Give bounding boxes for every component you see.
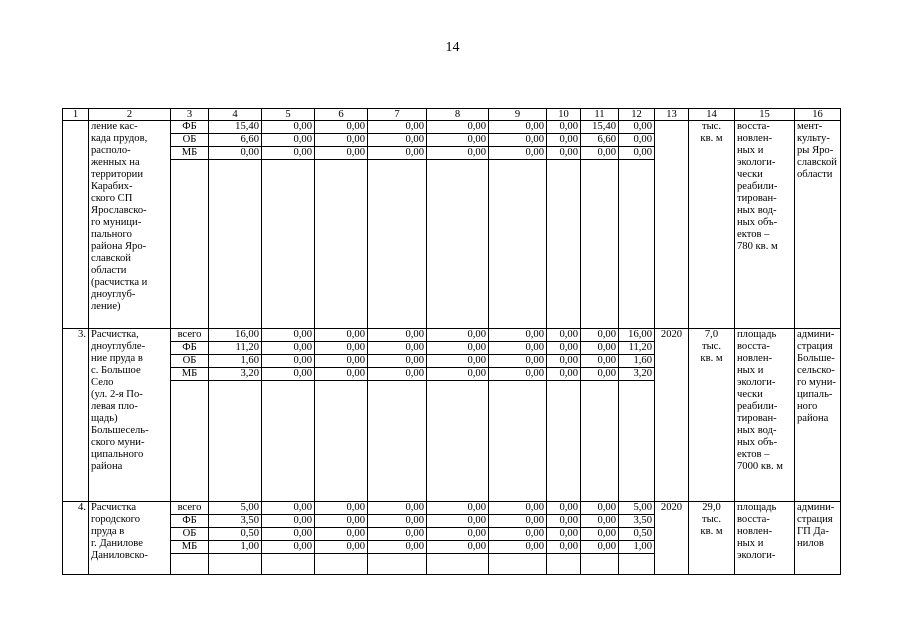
header-cell: 8 <box>427 109 489 121</box>
amount-cell: 0,00 <box>489 528 547 541</box>
amount-cell: 0,00 <box>619 134 655 147</box>
amount-cell: 0,00 <box>262 147 315 160</box>
amount-cell: 3,20 <box>619 368 655 381</box>
empty-cell <box>581 160 619 329</box>
amount-cell: 0,00 <box>427 329 489 342</box>
empty-cell <box>619 554 655 575</box>
amount-cell: 0,00 <box>547 147 581 160</box>
amount-cell: 15,40 <box>581 121 619 134</box>
amount-cell: 0,00 <box>427 342 489 355</box>
amount-cell: 0,00 <box>427 502 489 515</box>
amount-cell: 0,00 <box>315 368 368 381</box>
empty-cell <box>489 381 547 502</box>
header-cell: 10 <box>547 109 581 121</box>
amount-cell: 0,00 <box>368 541 427 554</box>
empty-cell <box>427 160 489 329</box>
amount-cell: 0,00 <box>489 515 547 528</box>
amount-cell: 0,00 <box>315 342 368 355</box>
amount-cell: 0,00 <box>262 502 315 515</box>
empty-cell <box>619 381 655 502</box>
amount-cell: 0,00 <box>489 121 547 134</box>
funding-source: всего <box>171 502 209 515</box>
amount-cell: 0,00 <box>581 355 619 368</box>
header-cell: 15 <box>735 109 795 121</box>
amount-cell: 5,00 <box>619 502 655 515</box>
indicator-cell <box>689 121 735 329</box>
amount-cell: 0,50 <box>619 528 655 541</box>
amount-cell: 0,00 <box>315 355 368 368</box>
header-cell: 2 <box>89 109 171 121</box>
amount-cell: 0,00 <box>427 528 489 541</box>
amount-cell: 3,50 <box>619 515 655 528</box>
amount-cell: 0,00 <box>619 121 655 134</box>
amount-cell: 0,00 <box>489 368 547 381</box>
amount-cell: 0,00 <box>489 342 547 355</box>
empty-cell <box>489 554 547 575</box>
amount-cell: 0,50 <box>209 528 262 541</box>
funding-source: МБ <box>171 368 209 381</box>
amount-cell: 3,50 <box>209 515 262 528</box>
amount-cell: 0,00 <box>262 368 315 381</box>
empty-cell <box>262 381 315 502</box>
amount-cell: 0,00 <box>489 541 547 554</box>
amount-cell: 0,00 <box>547 329 581 342</box>
amount-cell: 0,00 <box>489 134 547 147</box>
amount-cell: 0,00 <box>547 515 581 528</box>
funding-source: МБ <box>171 541 209 554</box>
amount-cell: 0,00 <box>368 355 427 368</box>
amount-cell: 3,20 <box>209 368 262 381</box>
amount-cell: 0,00 <box>581 342 619 355</box>
table-row <box>63 329 841 342</box>
amount-cell: 0,00 <box>489 329 547 342</box>
empty-cell <box>368 554 427 575</box>
amount-cell: 0,00 <box>315 147 368 160</box>
amount-cell: 0,00 <box>315 528 368 541</box>
amount-cell: 0,00 <box>315 329 368 342</box>
header-cell: 14 <box>689 109 735 121</box>
amount-cell: 0,00 <box>581 368 619 381</box>
funding-source: ФБ <box>171 342 209 355</box>
indicator-unit: тыс. кв. м <box>700 121 723 144</box>
target-result: восста- новлен- ных и экологи- чески реабили- тирован- ных вод- ных объ- ектов – 780 кв. м <box>735 121 795 329</box>
amount-cell: 0,00 <box>262 134 315 147</box>
funding-source: ОБ <box>171 134 209 147</box>
indicator-cell <box>689 502 735 575</box>
amount-cell: 0,00 <box>262 541 315 554</box>
empty-cell <box>547 160 581 329</box>
amount-cell: 0,00 <box>547 541 581 554</box>
empty-cell <box>368 160 427 329</box>
amount-cell: 11,20 <box>619 342 655 355</box>
amount-cell: 1,60 <box>209 355 262 368</box>
item-number <box>63 121 89 329</box>
header-cell: 6 <box>315 109 368 121</box>
amount-cell: 0,00 <box>581 329 619 342</box>
amount-cell: 0,00 <box>315 134 368 147</box>
header-cell: 4 <box>209 109 262 121</box>
empty-cell <box>262 160 315 329</box>
amount-cell: 0,00 <box>489 502 547 515</box>
amount-cell: 0,00 <box>368 147 427 160</box>
empty-cell <box>171 160 209 329</box>
funding-source: ОБ <box>171 528 209 541</box>
amount-cell: 0,00 <box>368 134 427 147</box>
amount-cell: 0,00 <box>547 528 581 541</box>
amount-cell: 0,00 <box>368 121 427 134</box>
empty-cell <box>427 554 489 575</box>
empty-cell <box>315 381 368 502</box>
amount-cell: 1,00 <box>619 541 655 554</box>
amount-cell: 0,00 <box>581 147 619 160</box>
amount-cell: 0,00 <box>262 515 315 528</box>
header-cell: 3 <box>171 109 209 121</box>
amount-cell: 0,00 <box>368 515 427 528</box>
amount-cell: 1,00 <box>209 541 262 554</box>
year-cell <box>655 121 689 329</box>
responsible-executor: админи- страция Больше- сельско- го муни- ципаль- ного района <box>795 329 841 502</box>
amount-cell: 0,00 <box>368 342 427 355</box>
amount-cell: 16,00 <box>209 329 262 342</box>
empty-cell <box>171 381 209 502</box>
amount-cell: 0,00 <box>262 342 315 355</box>
page-number: 14 <box>445 40 460 55</box>
amount-cell: 0,00 <box>368 329 427 342</box>
amount-cell: 0,00 <box>427 147 489 160</box>
amount-cell: 0,00 <box>427 541 489 554</box>
amount-cell: 0,00 <box>262 528 315 541</box>
header-cell: 5 <box>262 109 315 121</box>
target-result: площадь восста- новлен- ных и экологи- чески реабили- тирован- ных вод- ных объ- ектов – 7000 кв. м <box>735 329 795 502</box>
header-cell: 11 <box>581 109 619 121</box>
empty-cell <box>581 554 619 575</box>
amount-cell: 0,00 <box>262 355 315 368</box>
amount-cell: 0,00 <box>315 121 368 134</box>
measure-description: Расчистка городского пруда в г. Данилове Даниловско- <box>89 502 171 575</box>
table-body <box>63 121 841 575</box>
amount-cell: 11,20 <box>209 342 262 355</box>
empty-cell <box>209 554 262 575</box>
empty-cell <box>262 554 315 575</box>
amount-cell: 0,00 <box>427 515 489 528</box>
amount-cell: 1,60 <box>619 355 655 368</box>
empty-cell <box>171 554 209 575</box>
amount-cell: 0,00 <box>581 515 619 528</box>
funding-source: всего <box>171 329 209 342</box>
amount-cell: 15,40 <box>209 121 262 134</box>
responsible-executor: мент- культу- ры Яро- славской области <box>795 121 841 329</box>
amount-cell: 0,00 <box>262 121 315 134</box>
empty-cell <box>547 381 581 502</box>
amount-cell: 0,00 <box>489 355 547 368</box>
indicator-unit: тыс. кв. м <box>700 514 723 537</box>
amount-cell: 6,60 <box>209 134 262 147</box>
amount-cell: 0,00 <box>315 515 368 528</box>
amount-cell: 0,00 <box>547 355 581 368</box>
funding-source: ОБ <box>171 355 209 368</box>
header-cell: 1 <box>63 109 89 121</box>
amount-cell: 0,00 <box>547 134 581 147</box>
amount-cell: 0,00 <box>262 329 315 342</box>
item-number: 4. <box>63 502 89 575</box>
amount-cell: 0,00 <box>581 502 619 515</box>
header-cell: 13 <box>655 109 689 121</box>
empty-cell <box>209 160 262 329</box>
empty-cell <box>315 554 368 575</box>
year-cell: 2020 <box>655 329 689 502</box>
empty-cell <box>368 381 427 502</box>
amount-cell: 0,00 <box>368 502 427 515</box>
amount-cell: 0,00 <box>581 528 619 541</box>
empty-cell <box>619 160 655 329</box>
program-table <box>62 108 841 575</box>
table-row <box>63 502 841 515</box>
amount-cell: 0,00 <box>547 368 581 381</box>
item-number: 3. <box>63 329 89 502</box>
indicator-cell <box>689 329 735 502</box>
empty-cell <box>427 381 489 502</box>
header-cell: 7 <box>368 109 427 121</box>
amount-cell: 0,00 <box>427 134 489 147</box>
funding-source: ФБ <box>171 121 209 134</box>
amount-cell: 0,00 <box>547 502 581 515</box>
responsible-executor: админи- страция ГП Да- нилов <box>795 502 841 575</box>
amount-cell: 0,00 <box>427 121 489 134</box>
indicator-unit: тыс. кв. м <box>700 341 723 364</box>
header-cell: 9 <box>489 109 547 121</box>
empty-cell <box>489 160 547 329</box>
indicator-value: 7,0 <box>704 329 719 340</box>
indicator-value: 29,0 <box>702 502 721 513</box>
funding-source: МБ <box>171 147 209 160</box>
amount-cell: 0,00 <box>619 147 655 160</box>
amount-cell: 0,00 <box>368 528 427 541</box>
amount-cell: 16,00 <box>619 329 655 342</box>
amount-cell: 0,00 <box>547 342 581 355</box>
amount-cell: 0,00 <box>315 541 368 554</box>
empty-cell <box>581 381 619 502</box>
amount-cell: 0,00 <box>315 502 368 515</box>
amount-cell: 0,00 <box>547 121 581 134</box>
header-cell: 12 <box>619 109 655 121</box>
empty-cell <box>209 381 262 502</box>
amount-cell: 0,00 <box>489 147 547 160</box>
measure-description: Расчистка, дноуглубле- ние пруда в с. Большое Село (ул. 2-я По- левая пло- щадь) Большесель- ского муни- ципального района <box>89 329 171 502</box>
measure-description: ление кас- када прудов, располо- женных на территории Карабих- ского СП Ярославско- го муници- пального района Яро- славской области (расчистка и дноуглуб- ление) <box>89 121 171 329</box>
amount-cell: 6,60 <box>581 134 619 147</box>
amount-cell: 0,00 <box>209 147 262 160</box>
amount-cell: 0,00 <box>427 368 489 381</box>
header-row <box>63 109 841 121</box>
header-cell: 16 <box>795 109 841 121</box>
year-cell: 2020 <box>655 502 689 575</box>
empty-cell <box>547 554 581 575</box>
funding-source: ФБ <box>171 515 209 528</box>
amount-cell: 5,00 <box>209 502 262 515</box>
empty-cell <box>315 160 368 329</box>
amount-cell: 0,00 <box>368 368 427 381</box>
amount-cell: 0,00 <box>427 355 489 368</box>
table-row <box>63 121 841 134</box>
amount-cell: 0,00 <box>581 541 619 554</box>
target-result: площадь восста- новлен- ных и экологи- <box>735 502 795 575</box>
